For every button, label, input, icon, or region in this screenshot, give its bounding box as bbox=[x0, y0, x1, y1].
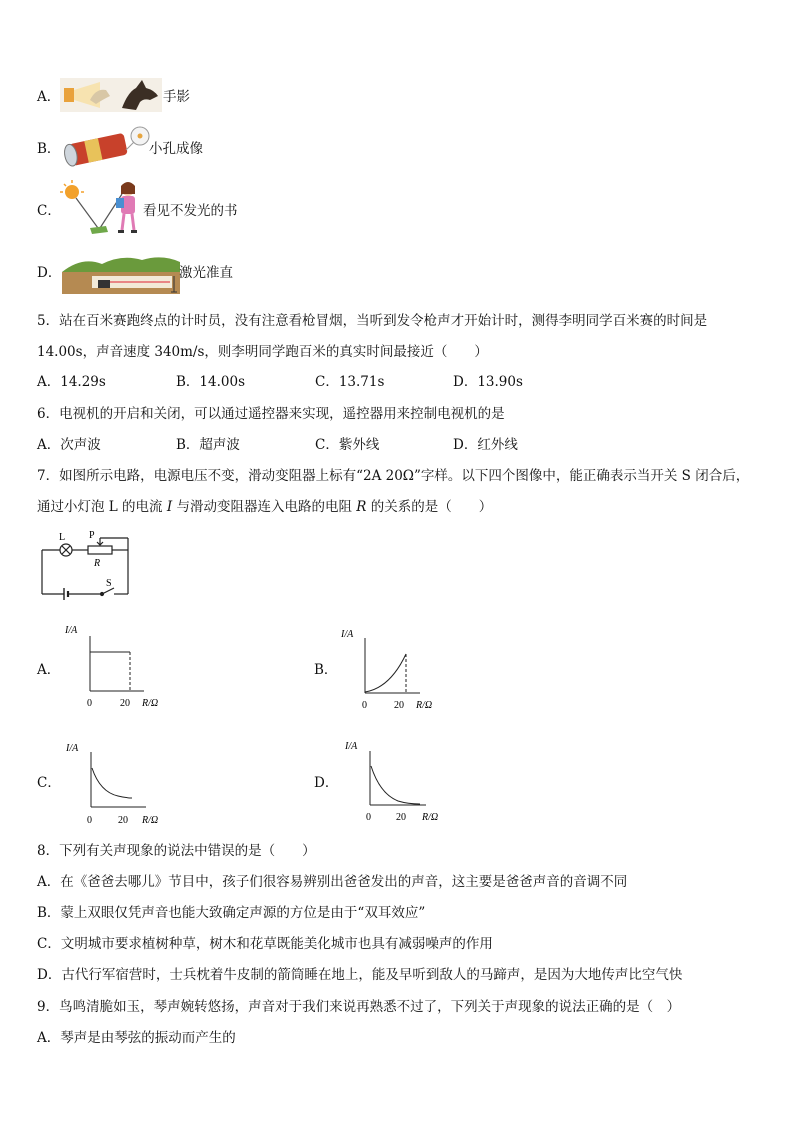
q8-option-c: C．文明城市要求植树种草，树木和花草既能美化城市也具有减弱噪声的作用 bbox=[37, 936, 493, 952]
q7-graph-a-letter: A． bbox=[37, 662, 61, 678]
q9-stem: 9．鸟鸣清脆如玉，琴声婉转悠扬，声音对于我们来说再熟悉不过了，下列关于声现象的说法正确的是（ ） bbox=[37, 999, 681, 1015]
q4-option-b-letter: B． bbox=[37, 141, 61, 157]
q4-option-c-letter: C． bbox=[37, 203, 61, 219]
q7-graph-b bbox=[338, 620, 450, 714]
q4-option-b-caption: 小孔成像 bbox=[149, 141, 203, 157]
x-axis-label: R/Ω bbox=[142, 815, 159, 826]
tick-0: 0 bbox=[366, 812, 371, 823]
tunnel-laser-illustration bbox=[62, 254, 180, 294]
q6-option-d: D．红外线 bbox=[453, 437, 518, 453]
q4-option-d-letter: D． bbox=[37, 265, 62, 281]
rheostat-icon bbox=[88, 546, 112, 554]
tick-20: 20 bbox=[396, 812, 406, 823]
q4-option-a-letter: A． bbox=[37, 89, 61, 105]
x-axis-label: R/Ω bbox=[422, 812, 439, 823]
q5-option-c: C．13.71s bbox=[315, 374, 385, 390]
q6-option-a: A．次声波 bbox=[37, 437, 101, 453]
q7-stem-line2: 通过小灯泡 L 的电流 I 与滑动变阻器连入电路的电阻 R 的关系的是（ ） bbox=[37, 499, 493, 515]
y-axis-label: I/A bbox=[345, 741, 358, 752]
q4-option-c-caption: 看见不发光的书 bbox=[143, 203, 238, 219]
q8-option-b: B．蒙上双眼仅凭声音也能大致确定声源的方位是由于“双耳效应” bbox=[37, 905, 426, 921]
reading-book-illustration bbox=[58, 180, 144, 238]
tick-20: 20 bbox=[394, 700, 404, 711]
q4-option-a-caption: 手影 bbox=[163, 89, 190, 105]
hand-shadow-illustration bbox=[60, 78, 162, 112]
q6-stem: 6．电视机的开启和关闭，可以通过遥控器来实现，遥控器用来控制电视机的是 bbox=[37, 406, 505, 422]
q5-option-d: D．13.90s bbox=[453, 374, 523, 390]
q7-graph-d-letter: D． bbox=[314, 775, 339, 791]
q5-option-b: B．14.00s bbox=[176, 374, 245, 390]
q5-option-a: A．14.29s bbox=[37, 374, 106, 390]
q8-stem: 8．下列有关声现象的说法中错误的是（ ） bbox=[37, 843, 316, 859]
q7-graph-a bbox=[62, 620, 174, 714]
y-axis-label: I/A bbox=[341, 629, 354, 640]
y-axis-label: I/A bbox=[66, 743, 79, 754]
q7-graph-c-letter: C． bbox=[37, 775, 61, 791]
q5-stem-line1: 5．站在百米赛跑终点的计时员，没有注意看枪冒烟，当听到发令枪声才开始计时，测得李明同学百米赛的时间是 bbox=[37, 313, 708, 329]
switch-label: S bbox=[106, 578, 112, 589]
tick-0: 0 bbox=[87, 698, 92, 709]
slider-label: P bbox=[89, 530, 95, 541]
rheostat-label: R bbox=[94, 558, 101, 569]
q6-option-b: B．超声波 bbox=[176, 437, 240, 453]
lamp-label: L bbox=[59, 532, 66, 543]
y-axis-label: I/A bbox=[65, 625, 78, 636]
circuit-diagram bbox=[38, 528, 134, 602]
q4-option-d-caption: 激光准直 bbox=[179, 265, 233, 281]
q7-graph-c bbox=[62, 734, 174, 828]
q7-stem-line1: 7．如图所示电路，电源电压不变，滑动变阻器上标有“2A 20Ω”字样。以下四个图像中，能正确表示当开关 S 闭合后， bbox=[37, 468, 750, 484]
tick-0: 0 bbox=[362, 700, 367, 711]
q8-option-a: A．在《爸爸去哪儿》节目中，孩子们很容易辨别出爸爸发出的声音，这主要是爸爸声音的音调不同 bbox=[37, 874, 628, 890]
q8-option-d: D．古代行军宿营时，士兵枕着牛皮制的箭筒睡在地上，能及早听到敌人的马蹄声，是因为大地传声比空气快 bbox=[37, 967, 683, 983]
q5-stem-line2: 14.00s，声音速度 340m/s，则李明同学跑百米的真实时间最接近（ ） bbox=[37, 344, 488, 360]
x-axis-label: R/Ω bbox=[416, 700, 433, 711]
q6-option-c: C．紫外线 bbox=[315, 437, 380, 453]
x-axis-label: R/Ω bbox=[142, 698, 159, 709]
tick-0: 0 bbox=[87, 815, 92, 826]
pinhole-camera-illustration bbox=[60, 124, 152, 168]
q9-option-a: A．琴声是由琴弦的振动而产生的 bbox=[37, 1030, 236, 1046]
q7-graph-b-letter: B． bbox=[314, 662, 338, 678]
q7-graph-d bbox=[340, 734, 452, 828]
tick-20: 20 bbox=[118, 815, 128, 826]
tick-20: 20 bbox=[120, 698, 130, 709]
